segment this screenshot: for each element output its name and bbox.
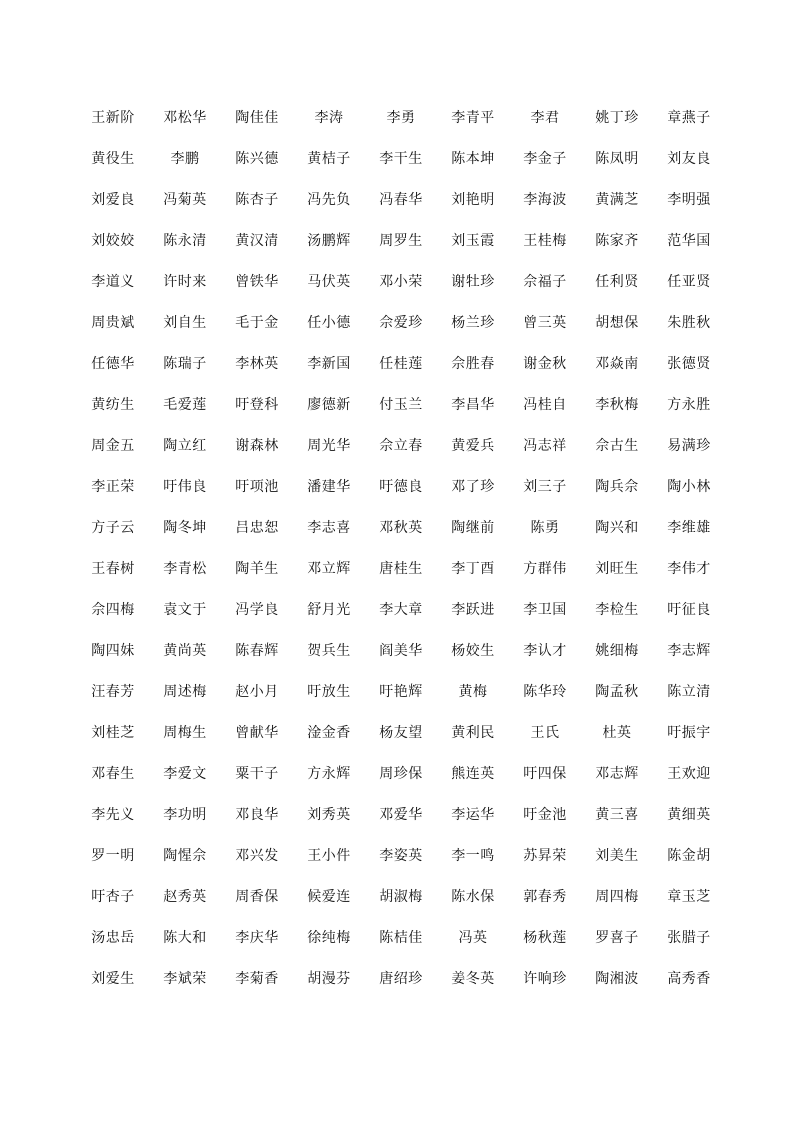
name-entry: 吁征良: [667, 601, 711, 618]
name-entry: 李功明: [163, 806, 207, 823]
name-entry: 阎美华: [379, 642, 423, 659]
name-entry: 李志喜: [307, 519, 351, 536]
name-entry: 陈桔佳: [379, 929, 423, 946]
name-entry: 黄爱兵: [451, 437, 495, 454]
name-entry: 付玉兰: [379, 396, 423, 413]
name-entry: 李卫国: [523, 601, 567, 618]
name-entry: 王欢迎: [667, 765, 711, 782]
name-entry: 李菊香: [235, 970, 279, 987]
name-entry: 陈凤明: [595, 150, 639, 167]
name-entry: 李海波: [523, 191, 567, 208]
name-entry: 吁振宇: [667, 724, 711, 741]
name-entry: 任利贤: [595, 273, 639, 290]
name-entry: 方子云: [91, 519, 135, 536]
name-entry: 汪春芳: [91, 683, 135, 700]
name-entry: 李秋梅: [595, 396, 639, 413]
name-entry: 邓春生: [91, 765, 135, 782]
name-entry: 胡想保: [595, 314, 639, 331]
name-entry: 冯学良: [235, 601, 279, 618]
name-entry: 周金五: [91, 437, 135, 454]
name-entry: 陈永清: [163, 232, 207, 249]
name-entry: 谢金秋: [523, 355, 567, 372]
name-entry: 陶立红: [163, 437, 207, 454]
name-entry: 佘四梅: [91, 601, 135, 618]
name-entry: 冯桂自: [523, 396, 567, 413]
name-entry: 胡淑梅: [379, 888, 423, 905]
name-entry: 苏昇荣: [523, 847, 567, 864]
name-entry: 王小件: [307, 847, 351, 864]
name-entry: 佘爱珍: [379, 314, 423, 331]
name-entry: 陶兴和: [595, 519, 639, 536]
name-entry: 曾铁华: [235, 273, 279, 290]
name-entry: 曾三英: [523, 314, 567, 331]
name-entry: 邓小荣: [379, 273, 423, 290]
name-entry: 杜英: [602, 724, 632, 741]
name-entry: 邓了珍: [451, 478, 495, 495]
name-entry: 任德华: [91, 355, 135, 372]
name-entry: 周香保: [235, 888, 279, 905]
name-entry: 李青松: [163, 560, 207, 577]
name-entry: 黄利民: [451, 724, 495, 741]
name-entry: 陈华玲: [523, 683, 567, 700]
name-entry: 唐桂生: [379, 560, 423, 577]
name-entry: 李涛: [314, 109, 344, 126]
name-entry: 冯春华: [379, 191, 423, 208]
name-entry: 周罗生: [379, 232, 423, 249]
name-entry: 张腊子: [667, 929, 711, 946]
name-entry: 陈立清: [667, 683, 711, 700]
name-entry: 吁艳辉: [379, 683, 423, 700]
name-entry: 李君: [530, 109, 560, 126]
name-entry: 刘桂芝: [91, 724, 135, 741]
name-entry: 罗喜子: [595, 929, 639, 946]
name-entry: 陈本坤: [451, 150, 495, 167]
name-entry: 谢牡珍: [451, 273, 495, 290]
name-entry: 陈杏子: [235, 191, 279, 208]
name-entry: 吁放生: [307, 683, 351, 700]
name-entry: 姚细梅: [595, 642, 639, 659]
name-entry: 李维雄: [667, 519, 711, 536]
name-entry: 马伏英: [307, 273, 351, 290]
name-entry: 李先义: [91, 806, 135, 823]
name-entry: 李志辉: [667, 642, 711, 659]
name-entry: 李大章: [379, 601, 423, 618]
name-entry: 陶四妹: [91, 642, 135, 659]
name-entry: 陶佳佳: [235, 109, 279, 126]
name-entry: 陶继前: [451, 519, 495, 536]
name-entry: 李爱文: [163, 765, 207, 782]
name-entry: 李昌华: [451, 396, 495, 413]
name-entry: 冯志祥: [523, 437, 567, 454]
name-entry: 陶羊生: [235, 560, 279, 577]
name-entry: 杨兰珍: [451, 314, 495, 331]
name-entry: 廖德新: [307, 396, 351, 413]
name-entry: 熊连英: [451, 765, 495, 782]
name-entry: 吁登科: [235, 396, 279, 413]
name-entry: 汤忠岳: [91, 929, 135, 946]
name-entry: 黄纺生: [91, 396, 135, 413]
name-entry: 吁四保: [523, 765, 567, 782]
name-entry: 吕忠恕: [235, 519, 279, 536]
name-entry: 黄桔子: [307, 150, 351, 167]
name-entry: 易满珍: [667, 437, 711, 454]
name-entry: 黄汉清: [235, 232, 279, 249]
name-entry: 徐纯梅: [307, 929, 351, 946]
name-entry: 舒月光: [307, 601, 351, 618]
name-entry: 李伟才: [667, 560, 711, 577]
name-entry: 佘福子: [523, 273, 567, 290]
name-entry: 粟干子: [235, 765, 279, 782]
name-entry: 李运华: [451, 806, 495, 823]
name-entry: 王新阶: [91, 109, 135, 126]
name-entry: 李鹏: [170, 150, 200, 167]
name-entry: 刘友良: [667, 150, 711, 167]
name-entry: 李跃进: [451, 601, 495, 618]
name-entry: 唐绍珍: [379, 970, 423, 987]
name-entry: 李检生: [595, 601, 639, 618]
name-entry: 方永辉: [307, 765, 351, 782]
name-entry: 任小德: [307, 314, 351, 331]
name-entry: 冯英: [458, 929, 488, 946]
name-entry: 淦金香: [307, 724, 351, 741]
name-entry: 杨友望: [379, 724, 423, 741]
name-entry: 李林英: [235, 355, 279, 372]
name-entry: 邓松华: [163, 109, 207, 126]
name-entry: 佘立春: [379, 437, 423, 454]
name-entry: 郭春秀: [523, 888, 567, 905]
name-entry: 周梅生: [163, 724, 207, 741]
name-entry: 黄满芝: [595, 191, 639, 208]
name-entry: 吁金池: [523, 806, 567, 823]
name-entry: 胡漫芬: [307, 970, 351, 987]
name-entry: 邓焱南: [595, 355, 639, 372]
name-entry: 陈春辉: [235, 642, 279, 659]
name-entry: 章燕子: [667, 109, 711, 126]
name-entry: 张德贤: [667, 355, 711, 372]
name-entry: 李新国: [307, 355, 351, 372]
name-entry: 毛于金: [235, 314, 279, 331]
name-entry: 朱胜秋: [667, 314, 711, 331]
name-entry: 吁伟良: [163, 478, 207, 495]
name-entry: 陶小林: [667, 478, 711, 495]
name-entry: 黄三喜: [595, 806, 639, 823]
name-entry: 王氏: [530, 724, 560, 741]
name-entry: 陈兴德: [235, 150, 279, 167]
name-entry: 刘三子: [523, 478, 567, 495]
name-entry: 贺兵生: [307, 642, 351, 659]
name-entry: 汤鹏辉: [307, 232, 351, 249]
name-entry: 吁项池: [235, 478, 279, 495]
name-entry: 刘爱生: [91, 970, 135, 987]
name-entry: 李正荣: [91, 478, 135, 495]
name-entry: 许响珍: [523, 970, 567, 987]
name-entry: 陈大和: [163, 929, 207, 946]
name-entry: 杨秋莲: [523, 929, 567, 946]
name-entry: 周珍保: [379, 765, 423, 782]
name-entry: 章玉芝: [667, 888, 711, 905]
name-entry: 邓志辉: [595, 765, 639, 782]
name-entry: 黄梅: [458, 683, 488, 700]
name-entry: 李庆华: [235, 929, 279, 946]
name-entry: 陈水保: [451, 888, 495, 905]
name-entry: 李明强: [667, 191, 711, 208]
name-entry: 李金子: [523, 150, 567, 167]
name-entry: 赵秀英: [163, 888, 207, 905]
name-entry: 任桂莲: [379, 355, 423, 372]
name-entry: 毛爱莲: [163, 396, 207, 413]
name-entry: 方永胜: [667, 396, 711, 413]
name-entry: 刘艳明: [451, 191, 495, 208]
name-entry: 陈金胡: [667, 847, 711, 864]
name-entry: 姚丁珍: [595, 109, 639, 126]
name-entry: 候爱连: [307, 888, 351, 905]
name-entry: 李一鸣: [451, 847, 495, 864]
name-entry: 黄尚英: [163, 642, 207, 659]
name-entry: 李干生: [379, 150, 423, 167]
name-entry: 冯先负: [307, 191, 351, 208]
name-entry: 冯菊英: [163, 191, 207, 208]
name-entry: 刘秀英: [307, 806, 351, 823]
name-entry: 刘美生: [595, 847, 639, 864]
name-entry: 姜冬英: [451, 970, 495, 987]
name-entry: 陶冬坤: [163, 519, 207, 536]
name-entry: 邓良华: [235, 806, 279, 823]
name-entry: 谢森林: [235, 437, 279, 454]
name-entry: 佘胜春: [451, 355, 495, 372]
name-entry: 李勇: [386, 109, 416, 126]
name-entry: 刘自生: [163, 314, 207, 331]
name-entry: 佘古生: [595, 437, 639, 454]
name-entry: 李认才: [523, 642, 567, 659]
name-entry: 曾献华: [235, 724, 279, 741]
name-entry: 李青平: [451, 109, 495, 126]
name-entry: 周贵斌: [91, 314, 135, 331]
name-entry: 方群伟: [523, 560, 567, 577]
name-entry: 罗一明: [91, 847, 135, 864]
name-entry: 李斌荣: [163, 970, 207, 987]
name-entry: 邓秋英: [379, 519, 423, 536]
name-entry: 陈瑞子: [163, 355, 207, 372]
name-entry: 杨姣生: [451, 642, 495, 659]
name-entry: 袁文于: [163, 601, 207, 618]
name-entry: 黄细英: [667, 806, 711, 823]
name-entry: 周四梅: [595, 888, 639, 905]
name-list-grid: [77, 96, 725, 998]
name-entry: 陶孟秋: [595, 683, 639, 700]
name-entry: 范华国: [667, 232, 711, 249]
name-entry: 刘旺生: [595, 560, 639, 577]
name-entry: 吁德良: [379, 478, 423, 495]
name-entry: 李丁酉: [451, 560, 495, 577]
name-entry: 赵小月: [235, 683, 279, 700]
name-entry: 陈勇: [530, 519, 560, 536]
name-entry: 邓兴发: [235, 847, 279, 864]
name-entry: 李道义: [91, 273, 135, 290]
name-entry: 许时来: [163, 273, 207, 290]
name-entry: 王春树: [91, 560, 135, 577]
name-entry: 陶兵佘: [595, 478, 639, 495]
name-entry: 陈家齐: [595, 232, 639, 249]
name-entry: 周述梅: [163, 683, 207, 700]
name-entry: 邓爱华: [379, 806, 423, 823]
name-entry: 刘爱良: [91, 191, 135, 208]
name-entry: 李姿英: [379, 847, 423, 864]
name-entry: 刘姣姣: [91, 232, 135, 249]
name-entry: 黄役生: [91, 150, 135, 167]
name-entry: 潘建华: [307, 478, 351, 495]
name-entry: 吁杏子: [91, 888, 135, 905]
name-entry: 王桂梅: [523, 232, 567, 249]
name-entry: 邓立辉: [307, 560, 351, 577]
name-entry: 高秀香: [667, 970, 711, 987]
name-entry: 任亚贤: [667, 273, 711, 290]
name-entry: 周光华: [307, 437, 351, 454]
name-entry: 陶湘波: [595, 970, 639, 987]
name-entry: 刘玉霞: [451, 232, 495, 249]
name-entry: 陶惺佘: [163, 847, 207, 864]
